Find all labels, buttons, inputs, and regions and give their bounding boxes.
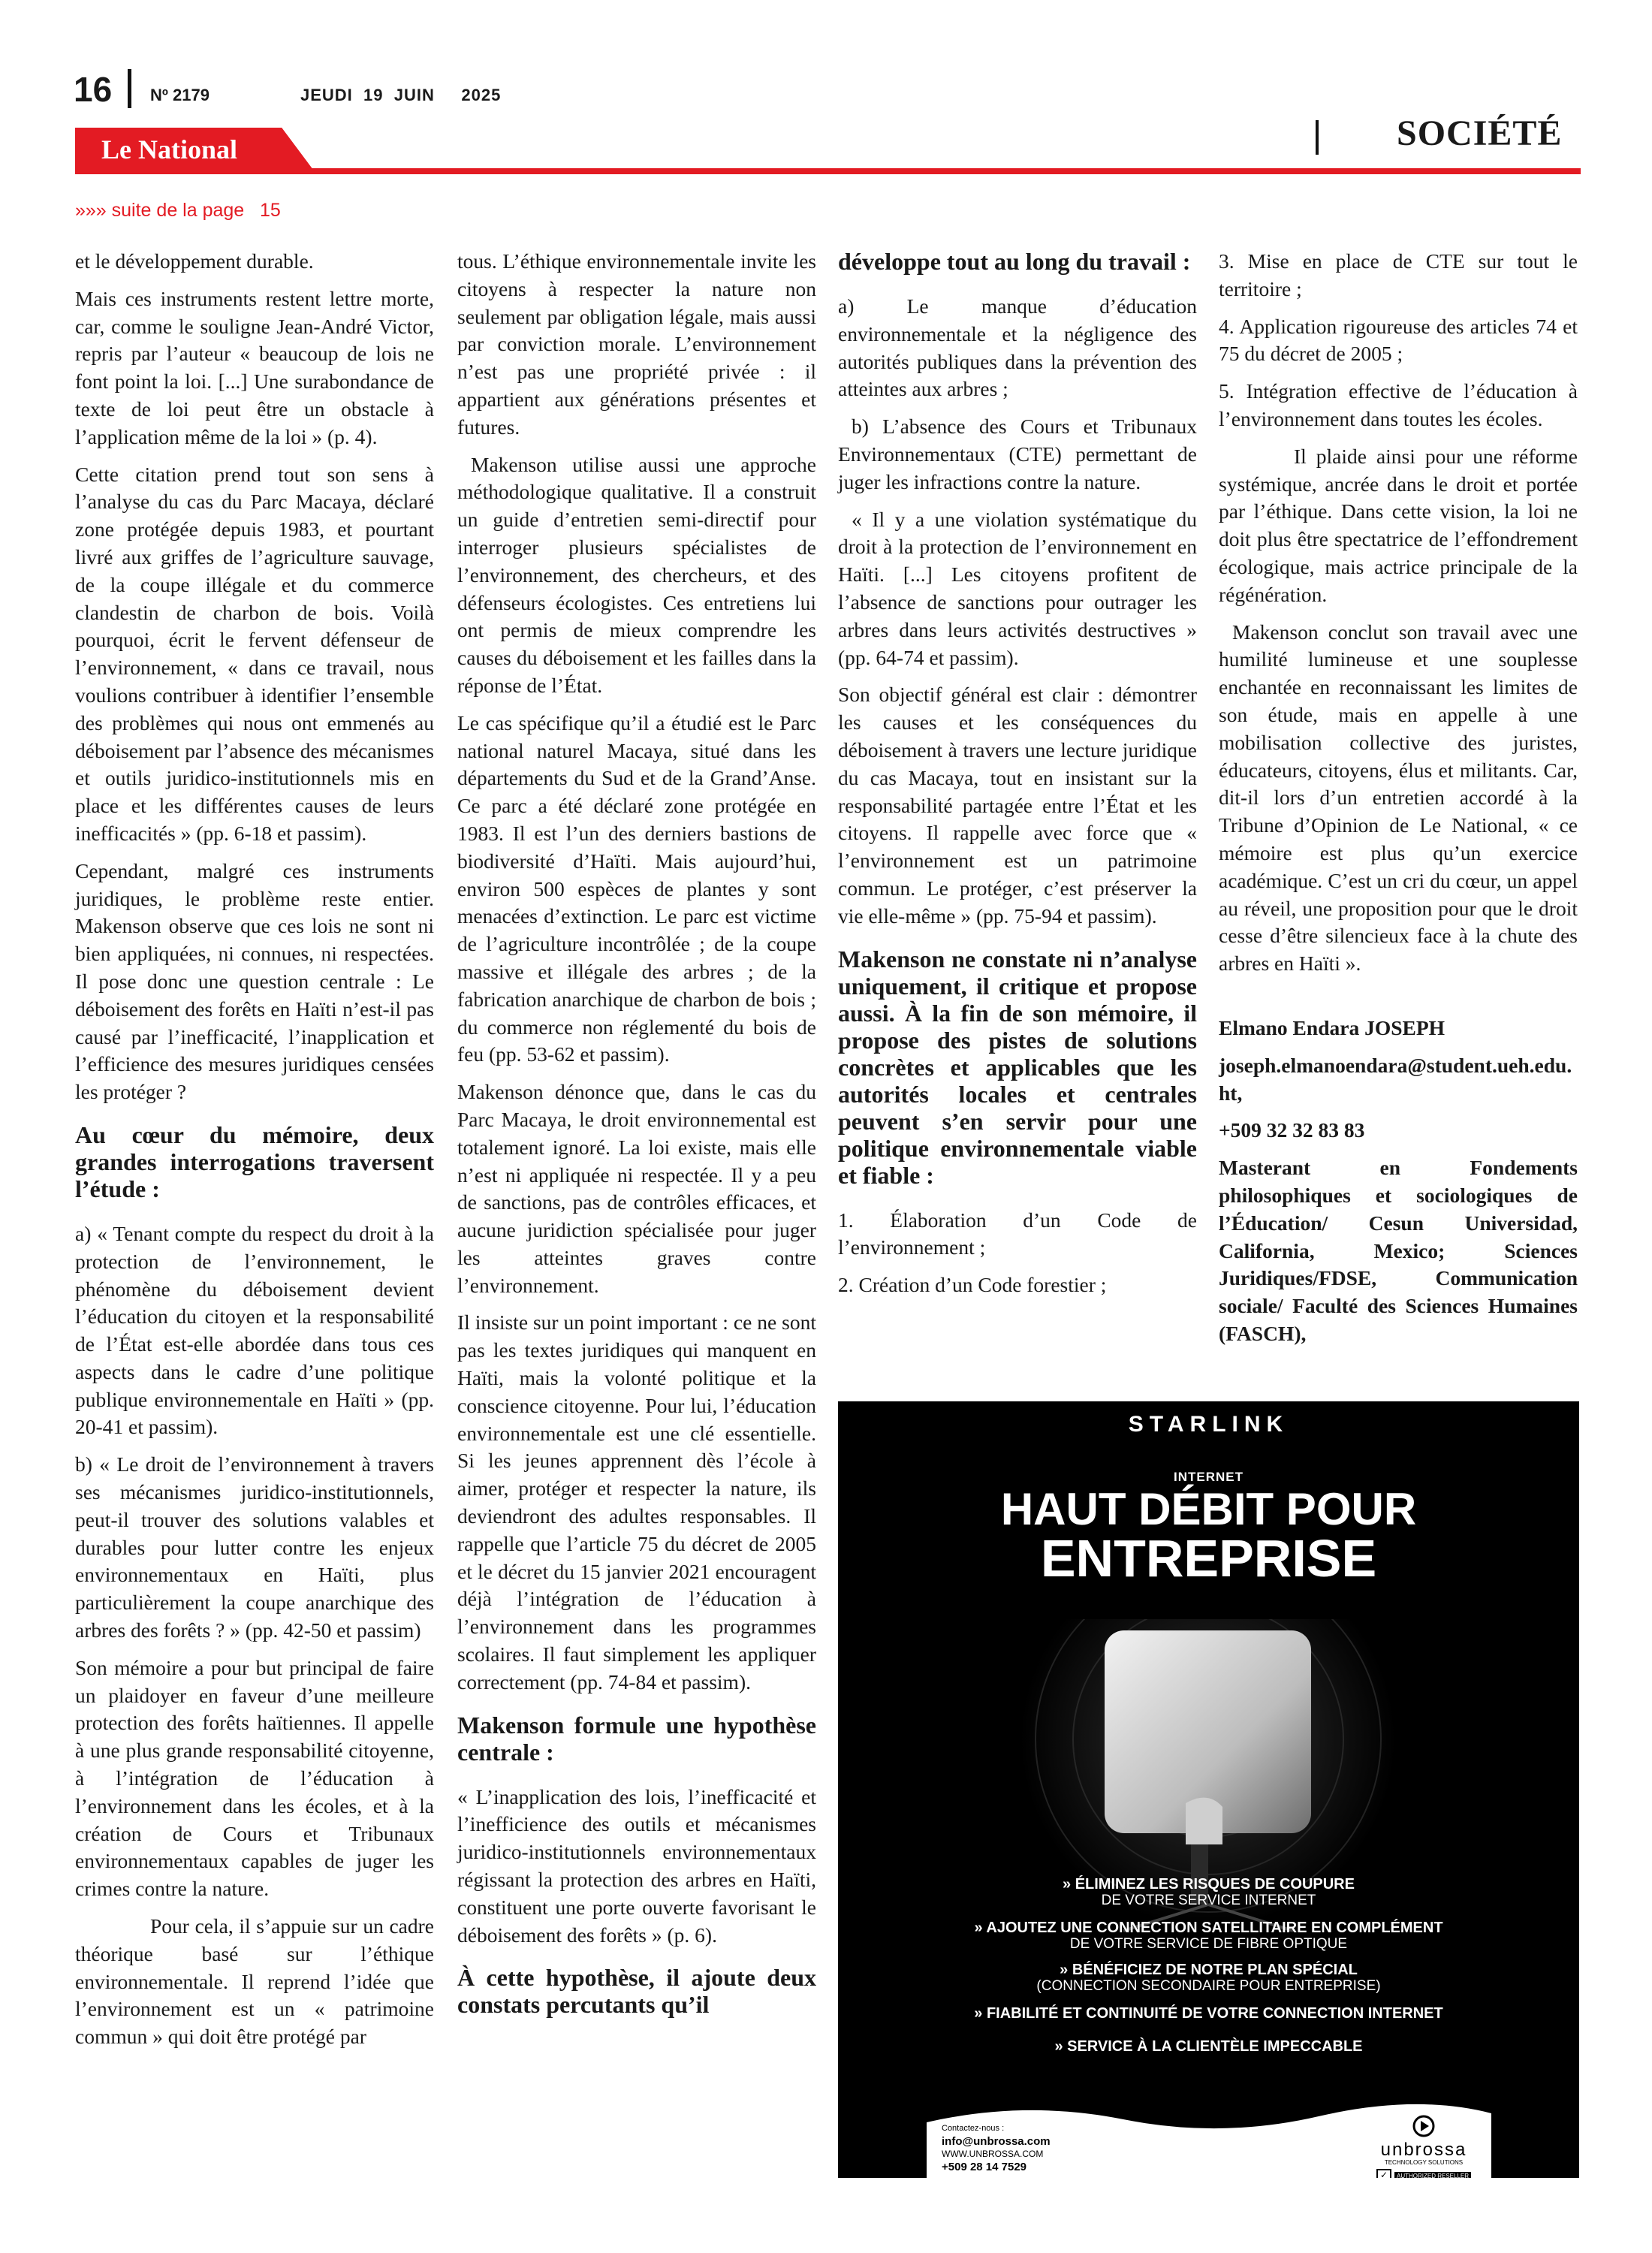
ad-bullet-title: » FIABILITÉ ET CONTINUITÉ DE VOTRE CONNECTION INTERNET <box>974 2005 1443 2022</box>
starlink-advertisement[interactable] <box>838 1401 1579 2178</box>
page-number-divider <box>128 69 131 108</box>
paragraph: Cette citation prend tout son sens à l’analyse du cas du Parc Macaya, déclaré zone protégée depuis 1983, et pourtant livré aux griffes de l’agriculture sauvage, de la coupe illégale et du commerce clandestin de charbon de bois. Voilà pourquoi, écrit le fervent défenseur de l’environnement, « dans ce travail, nous voulions contribuer à identifier l’ensemble des problèmes qui nous ont emmenés au déboisement par l’absence des mécanismes et outils juridico-institutionnels mis en place et les différentes causes de leurs inefficacités » (pp. 6-18 et passim). <box>75 462 434 845</box>
ad-bullet-title: » ÉLIMINEZ LES RISQUES DE COUPURE <box>1063 1876 1355 1893</box>
paragraph: b) « Le droit de l’environnement à travers ses mécanismes juridico-institutionnels, peut-il trouver des solutions valables et durables pour lutter contre les enjeux environnementaux en Haïti, plus particulièrement la coupe anarchique des arbres des forêts ? » (pp. 42-50 et passim) <box>75 1452 434 1642</box>
list-item: 3. Mise en place de CTE sur tout le territoire ; <box>1219 249 1578 300</box>
list-item: 2. Création d’un Code forestier ; <box>838 1273 1107 1297</box>
section-title: SOCIÉTÉ <box>1397 113 1563 153</box>
ad-bullet <box>838 2005 1579 2022</box>
ad-bullet <box>838 1920 1579 1953</box>
list-item: 1. Élaboration d’un Code de l’environnement ; <box>838 1208 1197 1259</box>
ad-contact-block[interactable] <box>942 2122 1051 2173</box>
paragraph: tous. L’éthique environnementale invite les citoyens à respecter la nature non seulement par obligation légale, mais aussi par conviction morale. L’environnement n’est pas une propriété privée : il appartient aux générations présentes et futures. <box>457 249 816 439</box>
paragraph: « Il y a une violation systématique du droit à la protection de l’environnement en Haïti. [...] Les citoyens profitent de l’absence de sanctions pour outrager les arbres dans leurs activités destructives » (pp. 64-74 et passim). <box>838 507 1197 669</box>
paragraph: Son objectif général est clair : démontrer les causes et les conséquences du déboisement à travers une lecture juridique du cas Macaya, tout en insistant sur la responsabilité partagée entre l’État et les citoyens. Il rappelle avec force que « l’environnement est un patrimoine commun. Le protéger, c’est préserver la vie elle-même » (pp. 75-94 et passim). <box>838 683 1197 927</box>
issue-date: JEUDI 19 JUIN 2025 <box>300 86 502 104</box>
list-item: 5. Intégration effective de l’éducation à l’environnement dans toutes les écoles. <box>1219 379 1578 430</box>
ad-contact-label: Contactez-nous : <box>942 2124 1005 2133</box>
paragraph: Il plaide ainsi pour une réforme systémique, ancrée dans le droit et portée par l’éthique. Dans cette vision, la loi ne doit plus être spectatrice de l’effondrement écologique, mais actrice principale de la régénération. <box>1219 444 1578 606</box>
reseller-label: AUTHORIZED RESELLER <box>1394 2172 1471 2179</box>
paragraph: Son mémoire a pour but principal de faire un plaidoyer en faveur d’une meilleure protection des forêts haïtiennes. Il appelle à une plus grande responsabilité citoyenne, à l’intégration de l’éducation à l’environnement dans les écoles, et à la création de Cours et Tribunaux environnementaux capables de juger les crimes contre la nature. <box>75 1655 434 1901</box>
paragraph: Il insiste sur un point important : ce ne sont pas les textes juridiques qui manquent en Haïti, mais la volonté politique et la conscience citoyenne. Pour lui, l’éducation environnementale est une clé essentielle. Si les jeunes apprennent dès l’école à aimer, protéger et respecter la nature, ils deviendront des adultes responsables. Il rappelle que l’article 75 du décret de 2005 et le décret du 15 janvier 2021 encouragent déjà l’intégration de l’éducation à l’environnement dans les programmes scolaires. Il faut simplement les appliquer correctement (pp. 74-84 et passim). <box>457 1310 816 1694</box>
paragraph: Pour cela, il s’appuie sur un cadre théorique basé sur l’éthique environnementale. Il reprend l’idée que l’environnement est un « patrimoine commun » qui doit être protégé par <box>75 1914 434 2049</box>
author-name: Elmano Endara JOSEPH <box>1219 1015 1446 1039</box>
paragraph: Le cas spécifique qu’il a étudié est le Parc national naturel Macaya, situé dans les départements du Sud et de la Grand’Anse. Ce parc a été déclaré zone protégée en 1983. Il est l’un des derniers bastions de biodiversité d’Haïti. Mais aujourd’hui, environ 500 espèces de plantes y sont menacées d’extinction. Le parc est victime de l’agriculture incontrôlée ; de la coupe massive et illégale des arbres ; de la fabrication anarchique de charbon de bois ; du commerce non réglementé du bois de feu (pp. 53-62 et passim). <box>457 710 816 1066</box>
author-bio: Masterant en Fondements philosophiques et sociologiques de l’Éducation/ Cesun Universidad, California, Mexico; Sciences Juridiques/FDSE, Communication sociale/ Faculté des Sciences Humaines (FASCH), <box>1219 1156 1578 1345</box>
reseller-badge <box>1364 2169 1484 2178</box>
ad-headline: HAUT DÉBIT POUR <box>1000 1484 1417 1534</box>
unbrossa-logo <box>1364 2115 1484 2178</box>
play-icon <box>1409 2115 1439 2137</box>
continued-from-label: »»» suite de la page 15 <box>75 200 281 221</box>
paragraph: et le développement durable. <box>75 249 314 273</box>
nameplate-title: Le National <box>101 134 238 164</box>
article-column-1 <box>75 248 434 2061</box>
ad-headline: ENTREPRISE <box>1040 1529 1377 1588</box>
list-item: 4. Application rigoureuse des articles 74 et 75 du décret de 2005 ; <box>1219 314 1578 366</box>
ad-bullet <box>838 1876 1579 1909</box>
paragraph: Makenson conclut son travail avec une humilité lumineuse et une souplesse enchantée en reconnaissant les limites de son étude, mais en appelle à une mobilisation collective des juristes, éducateurs, citoyens, élus et militants. Car, dit-il lors d’un entretien accordé à la Tribune d’Opinion de Le National, « ce mémoire est plus qu’un exercice académique. C’est un cri du cœur, un appel au réveil, une proposition pour que le droit cesse d’être silencieux face à la chute des arbres en Haïti ». <box>1219 620 1578 976</box>
paragraph: Makenson dénonce que, dans le cas du Parc Macaya, le droit environnemental est totalement ignoré. La loi existe, mais elle n’est ni appliquée ni respectée. Il y a peu de sanctions, pas de contrôles efficaces, et aucune juridiction spécialisée pour juger les atteintes graves contre l’environnement. <box>457 1080 816 1297</box>
section-divider <box>1316 120 1319 155</box>
ad-contact-phone[interactable]: +509 28 14 7529 <box>942 2161 1027 2173</box>
ad-contact-email[interactable]: info@unbrossa.com <box>942 2135 1051 2148</box>
paragraph: « L’inapplication des lois, l’inefficacité et l’inefficience des outils et mécanismes juridico-institutionnels environnementaux régissant la protection des arbres en Haïti, constituent une porte ouverte favorisant le déboisement des forêts » (p. 6). <box>457 1784 816 1947</box>
ad-bullet-title: » BÉNÉFICIEZ DE NOTRE PLAN SPÉCIAL <box>1060 1962 1358 1978</box>
ad-bullet-subtitle: DE VOTRE SERVICE INTERNET <box>1101 1893 1316 1908</box>
article-column-4 <box>1219 248 1578 1358</box>
ad-contact-web[interactable]: WWW.UNBROSSA.COM <box>942 2149 1044 2159</box>
paragraph: a) « Tenant compte du respect du droit à la protection de l’environnement, le phénomène du déboisement devient l’éducation du citoyen et la responsabilité de l’État est-elle abordée dans tous ces aspects dans le cadre d’une politique publique environnementale en Haïti » (pp. 20-41 et passim). <box>75 1221 434 1439</box>
ad-brand: STARLINK <box>1128 1412 1289 1437</box>
subheading: Makenson ne constate ni n’analyse uniquement, il critique et propose aussi. À la fin de son mémoire, il propose des pistes de solutions concrètes et applicables que les autorités locales et centrales peuvent s’en servir pour une politique environnementale viable et fiable : <box>838 945 1197 1189</box>
ad-bullet-subtitle: (CONNECTION SECONDAIRE POUR ENTREPRISE) <box>1036 1978 1381 1994</box>
logo-tagline: TECHNOLOGY SOLUTIONS <box>1384 2159 1464 2166</box>
paragraph: Makenson utilise aussi une approche méthodologique qualitative. Il a construit un guide d’entretien semi-directif pour interroger plusieurs spécialistes de l’environnement, des chercheurs, et des défenseurs écologistes. Ces entretiens lui ont permis de mieux comprendre les causes du déboisement et les failles dans la réponse de l’État. <box>457 452 816 697</box>
subheading: Au cœur du mémoire, deux grandes interrogations traversent l’étude : <box>75 1120 434 1202</box>
issue-number: Nº 2179 <box>150 86 210 104</box>
ad-bullet-subtitle: DE VOTRE SERVICE DE FIBRE OPTIQUE <box>1069 1936 1348 1952</box>
subheading: développe tout au long du travail : <box>838 248 1191 275</box>
ad-bullet <box>838 1962 1579 1995</box>
ad-bullet-title: » AJOUTEZ UNE CONNECTION SATELLITAIRE EN COMPLÉMENT <box>974 1920 1443 1936</box>
paragraph: Mais ces instruments restent lettre morte, car, comme le souligne Jean-André Victor, repris par l’auteur « beaucoup de lois ne font point la loi. [...] Une surabondance de texte de loi peut être un obstacle à l’application même de la loi » (p. 4). <box>75 286 434 448</box>
article-column-3 <box>838 248 1197 1309</box>
ad-kicker: INTERNET <box>1174 1470 1244 1484</box>
paragraph: a) Le manque d’éducation environnementale et la négligence des autorités publiques dans la prévention des atteintes aux arbres ; <box>838 294 1197 401</box>
check-icon: ✓ <box>1376 2169 1391 2178</box>
page-number: 16 <box>74 70 113 109</box>
author-phone: +509 32 32 83 83 <box>1219 1118 1365 1142</box>
logo-name: unbrossa <box>1380 2140 1467 2160</box>
subheading: Makenson formule une hypothèse centrale : <box>457 1711 816 1766</box>
ad-bullet <box>838 2038 1579 2055</box>
author-email: joseph.elmanoendara@student.ueh.edu.ht, <box>1219 1053 1572 1105</box>
paragraph: Cependant, malgré ces instruments juridiques, le problème reste entier. Makenson observe que ces lois ne sont ni bien appliquées, ni connues, ni respectées. Il pose donc une question centrale : Le déboisement des forêts en Haïti n’est-il pas causé par l’inefficacité, l’inapplication et l’efficience des mesures juridiques censées les protéger ? <box>75 858 434 1104</box>
article-column-2 <box>457 248 816 2036</box>
paragraph: b) L’absence des Cours et Tribunaux Environnementaux (CTE) permettant de juger les infractions contre la nature. <box>838 415 1197 493</box>
ad-bullet-title: » SERVICE À LA CLIENTÈLE IMPECCABLE <box>1054 2038 1363 2055</box>
subheading: À cette hypothèse, il ajoute deux constats percutants qu’il <box>457 1964 816 2019</box>
